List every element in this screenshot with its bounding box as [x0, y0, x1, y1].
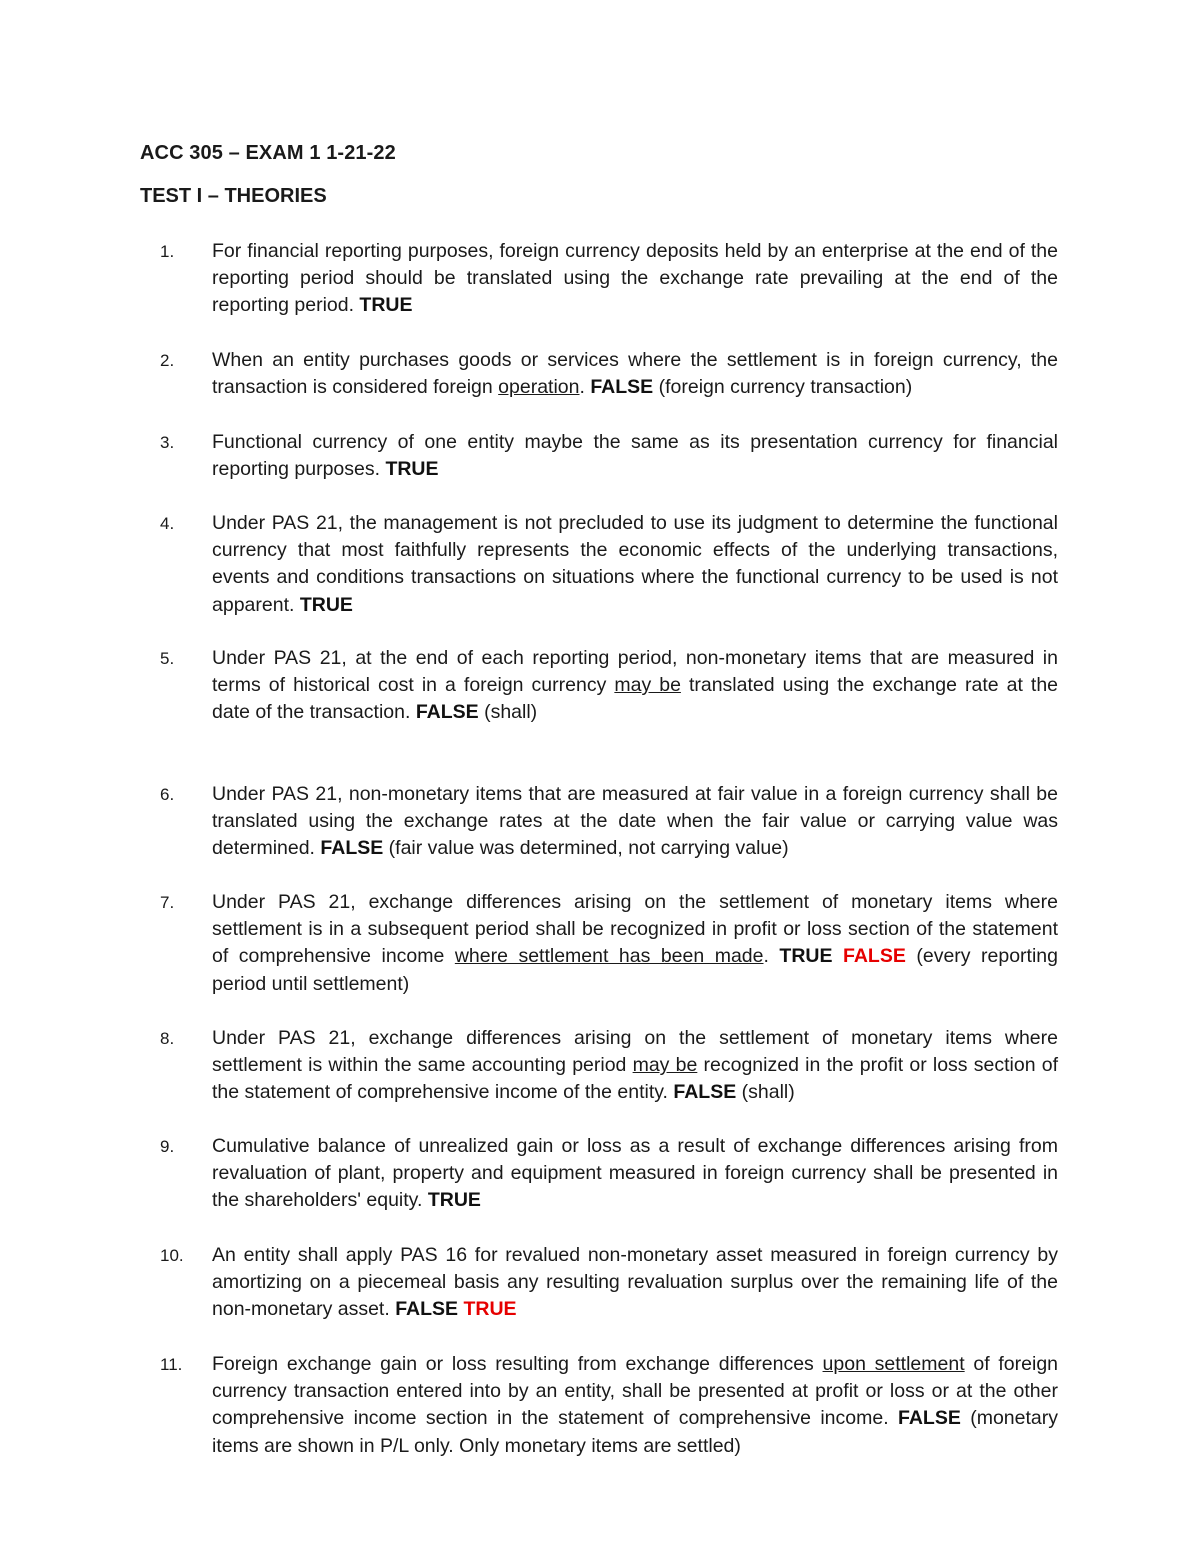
question-item: [160, 1351, 1059, 1460]
question-number: 9.: [160, 1137, 175, 1156]
question-text: Under PAS 21, non-monetary items that are measured at fair value in a foreign currency shall be translated using the exchange rates at the date when the fair value or carrying value was determined.: [212, 783, 1058, 860]
answer-true: TRUE: [427, 1189, 481, 1212]
question-text: .: [579, 376, 591, 399]
answer-note: (foreign currency transaction): [653, 376, 913, 399]
question-item: [160, 1242, 1058, 1324]
question-text: translated using the exchange rate at the date of the transaction.: [212, 674, 1059, 724]
question-number: 8.: [160, 1029, 175, 1048]
question-text: Functional currency of one entity maybe the same as its presentation currency for financial reporting purposes.: [212, 431, 1058, 481]
answer-false: FALSE: [673, 1081, 737, 1104]
question-text: Foreign exchange gain or loss resulting from exchange differences: [212, 1353, 823, 1375]
question-number: 1.: [160, 242, 175, 261]
question-text: Cumulative balance of unrealized gain or loss as a result of exchange differences arising from revaluation of plant, property and equipment measured in foreign currency shall be presented in the shareholders' equity.: [212, 1135, 1058, 1212]
question-text: When an entity purchases goods or services where the settlement is in foreign currency, the transaction is considered foreign: [212, 349, 1058, 399]
answer-true-struck: TRUE: [779, 945, 833, 968]
answer-correction: FALSE: [843, 945, 906, 968]
question-number: 7.: [160, 893, 175, 912]
answer-note: (fair value was determined, not carrying value): [383, 837, 789, 860]
answer-correction: TRUE: [463, 1298, 517, 1321]
question-text: recognized in the profit or loss section of the statement of comprehensive income of the entity.: [212, 1054, 1058, 1104]
question-text: .: [763, 945, 780, 968]
answer-false: FALSE: [590, 376, 654, 399]
underlined-term: where settlement has been made: [454, 945, 764, 968]
question-text: Under PAS 21, the management is not precluded to use its judgment to determine the functional currency that most faithfully represents the economic effects of the underlying transactions, events and conditions transactions on situations where the functional currency to be used is not apparent.: [212, 512, 1058, 616]
section-title: TEST I – THEORIES: [140, 185, 327, 207]
underlined-term: may be: [632, 1054, 698, 1077]
answer-false: FALSE: [898, 1407, 961, 1430]
question-number: 3.: [160, 433, 175, 452]
answer-true: TRUE: [359, 294, 413, 317]
answer-note: (monetary items are shown in P/L only. Only monetary items are settled): [212, 1407, 1059, 1457]
answer-false-struck: FALSE: [395, 1298, 459, 1321]
question-text: An entity shall apply PAS 16 for revalued non-monetary asset measured in foreign currency by amortizing on a piecemeal basis any resulting revaluation surplus over the remaining life of the non-monetary asset.: [212, 1244, 1058, 1321]
answer-false: FALSE: [415, 701, 479, 724]
question-item: [160, 429, 1058, 483]
question-text: of foreign currency transaction entered into by an entity, shall be presented at profit or loss or at the other comprehensive income section in the statement of comprehensive income.: [212, 1353, 1059, 1430]
question-text: For financial reporting purposes, foreign currency deposits held by an enterprise at the end of the reporting period should be translated using the exchange rate prevailing at the end of the reporting period.: [212, 240, 1058, 317]
question-item: [160, 238, 1058, 320]
underlined-term: upon settlement: [822, 1353, 965, 1375]
answer-note: (shall): [478, 701, 538, 724]
question-number: 4.: [160, 514, 175, 533]
question-text: Under PAS 21, at the end of each reporting period, non-monetary items that are measured in terms of historical cost in a foreign currency: [212, 647, 1058, 697]
question-item: [160, 889, 1058, 998]
answer-true: TRUE: [299, 593, 353, 616]
question-text: Under PAS 21, exchange differences arising on the settlement of monetary items where settlement is within the same accounting period: [212, 1027, 1058, 1077]
question-item: [160, 1133, 1058, 1215]
answer-true: TRUE: [385, 458, 439, 481]
document-title: ACC 305 – EXAM 1 1-21-22: [140, 142, 396, 164]
question-number: 10.: [160, 1246, 184, 1265]
question-item: [160, 781, 1058, 863]
question-item: [160, 347, 1058, 401]
question-item: [160, 645, 1059, 727]
question-number: 6.: [160, 785, 175, 804]
question-number: 11.: [160, 1355, 183, 1374]
question-item: [160, 510, 1058, 619]
answer-false: FALSE: [320, 837, 384, 860]
question-number: 5.: [160, 649, 175, 668]
answer-note: (shall): [736, 1081, 795, 1104]
answer-note: (every reporting period until settlement): [212, 945, 1058, 995]
underlined-term: may be: [614, 674, 681, 697]
spacer: [833, 945, 844, 967]
question-text: Under PAS 21, exchange differences arising on the settlement of monetary items where settlement is in a subsequent period shall be recognized in profit or loss section of the statement of comprehensive income: [212, 891, 1058, 968]
question-number: 2.: [160, 351, 175, 370]
underlined-term: operation: [498, 376, 580, 399]
question-item: [160, 1025, 1058, 1107]
